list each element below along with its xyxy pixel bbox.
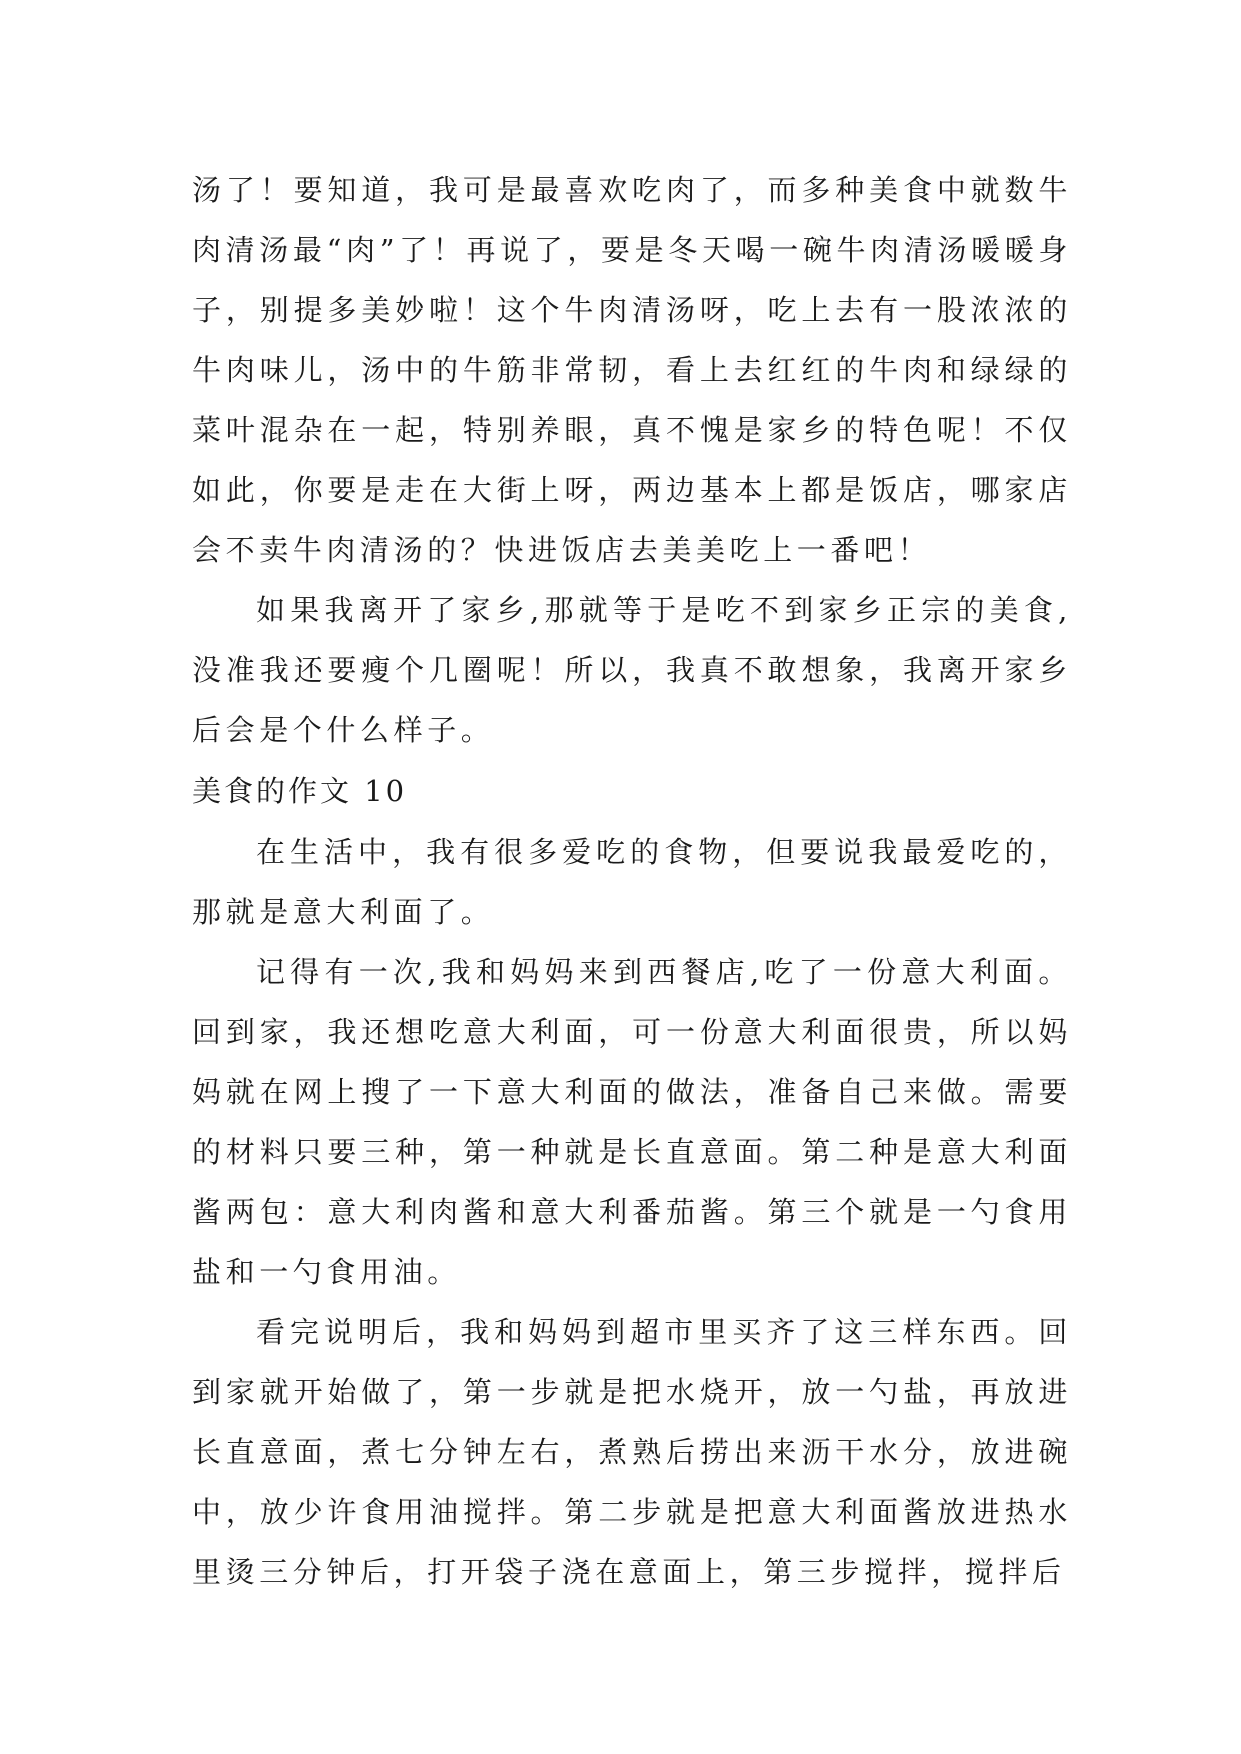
paragraph-western-restaurant: 记得有一次,我和妈妈来到西餐店,吃了一份意大利面。回到家，我还想吃意大利面，可一份意大利面很贵，所以妈妈就在网上搜了一下意大利面的做法，准备自己来做。需要的材料只要三种，第一种就是长直意面。第二种是意大利面酱两包：意大利肉酱和意大利番茄酱。第三个就是一勺食用盐和一勺食用油。: [192, 955, 1072, 1289]
document-body: [192, 160, 1072, 1602]
paragraph-cooking-steps: 看完说明后，我和妈妈到超市里买齐了这三样东西。回到家就开始做了，第一步就是把水烧开，放一勺盐，再放进长直意面，煮七分钟左右，煮熟后捞出来沥干水分，放进碗中，放少许食用油搅拌。第二步就是把意大利面酱放进热水里烫三分钟后，打开袋子浇在意面上，第三步搅拌，搅拌后: [192, 1315, 1072, 1589]
paragraph-favorite-food: 在生活中，我有很多爱吃的食物，但要说我最爱吃的，那就是意大利面了。: [192, 835, 1072, 929]
section-title: 美食的作文 10: [192, 774, 408, 808]
paragraph-leaving-hometown: 如果我离开了家乡,那就等于是吃不到家乡正宗的美食,没准我还要瘦个几圈呢！所以，我真不敢想象，我离开家乡后会是个什么样子。: [192, 593, 1072, 747]
paragraph-beef-soup: 汤了！要知道，我可是最喜欢吃肉了，而多种美食中就数牛肉清汤最“肉”了！再说了，要是冬天喝一碗牛肉清汤暖暖身子，别提多美妙啦！这个牛肉清汤呀，吃上去有一股浓浓的牛肉味儿，汤中的牛筋非常韧，看上去红红的牛肉和绿绿的菜叶混杂在一起，特别养眼，真不愧是家乡的特色呢！不仅如此，你要是走在大街上呀，两边基本上都是饭店，哪家店会不卖牛肉清汤的？快进饭店去美美吃上一番吧！: [192, 173, 1072, 567]
